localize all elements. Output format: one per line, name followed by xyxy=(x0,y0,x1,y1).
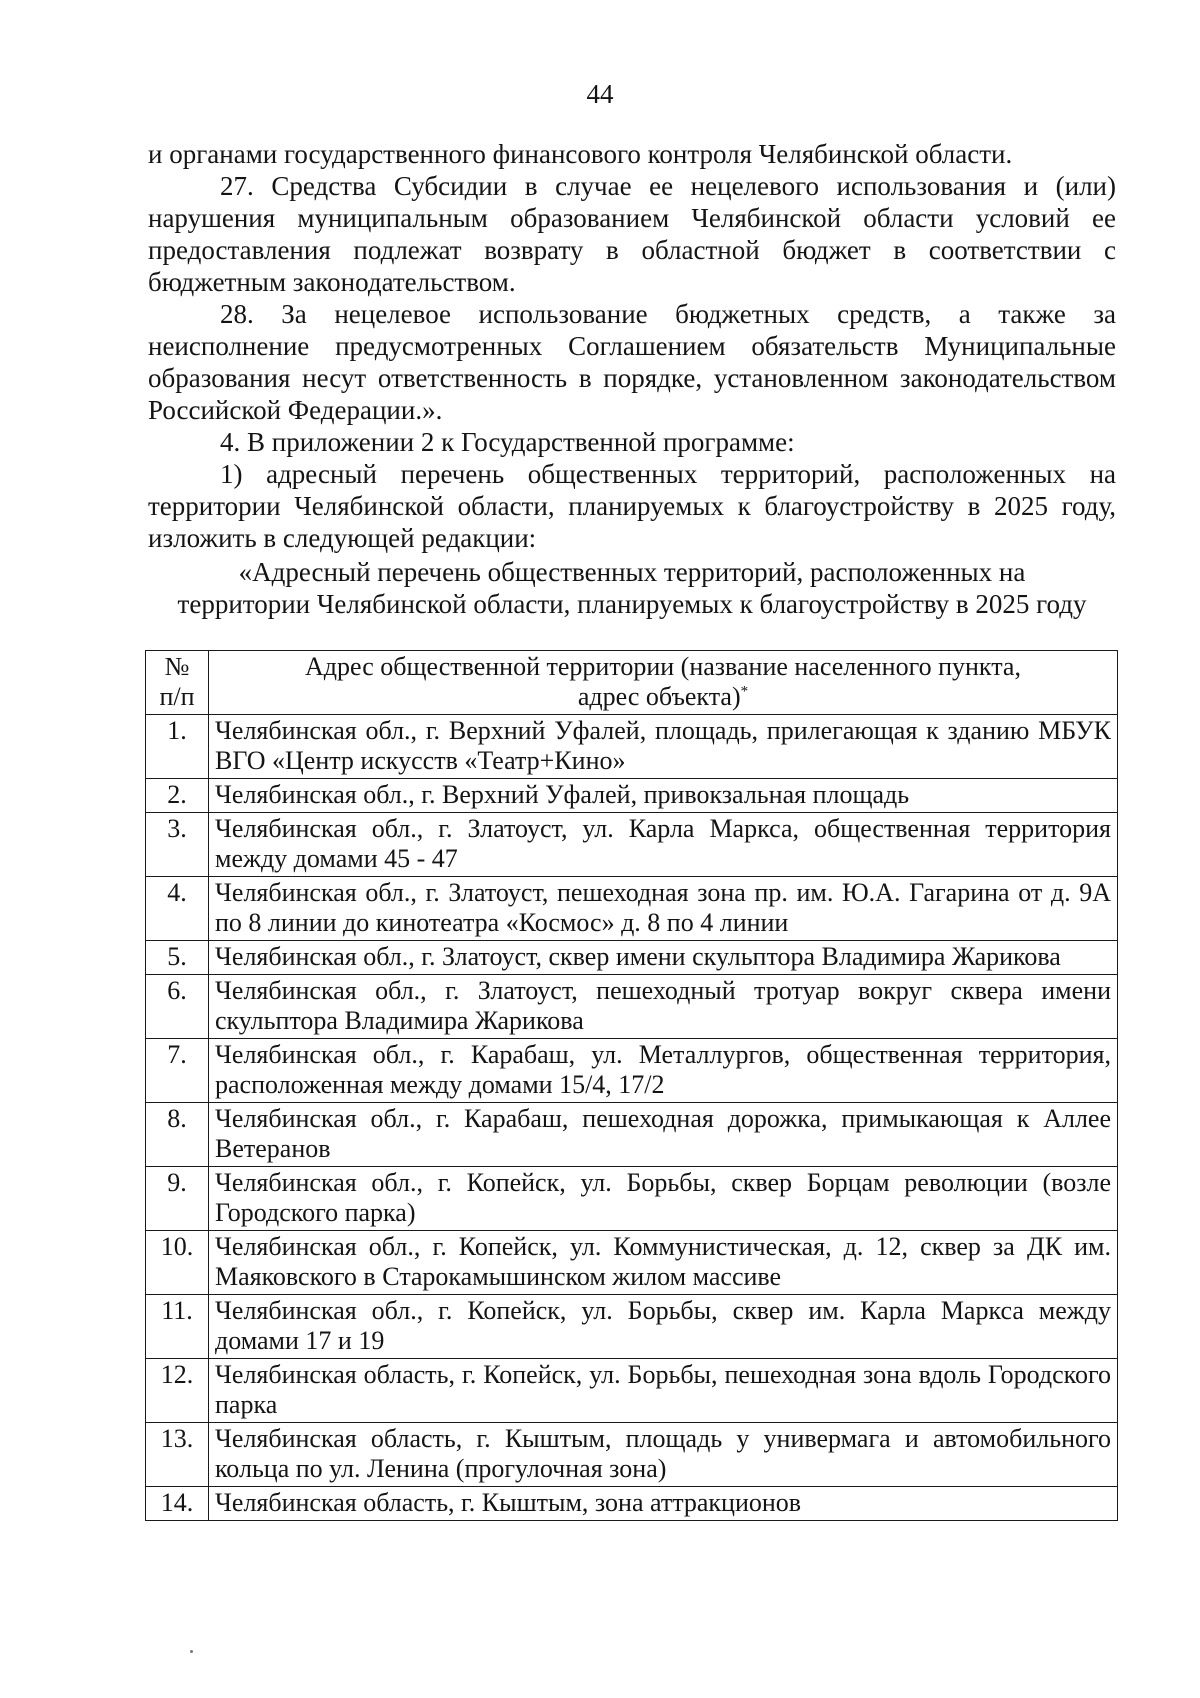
row-address: Челябинская обл., г. Копейск, ул. Борьбы, сквер Борцам революции (возле Городского парка) xyxy=(209,1167,1118,1231)
table-row xyxy=(146,1167,1118,1231)
table-row xyxy=(146,1487,1118,1521)
table-row xyxy=(146,1231,1118,1295)
table-header-row xyxy=(146,651,1118,715)
row-address: Челябинская обл., г. Златоуст, сквер имени скульптора Владимира Жарикова xyxy=(209,941,1118,975)
header-number-abbrev: п/п xyxy=(159,682,195,711)
header-number xyxy=(146,651,209,715)
table-row xyxy=(146,715,1118,779)
table-row xyxy=(146,975,1118,1039)
row-number: 11. xyxy=(146,1295,209,1359)
row-address: Челябинская обл., г. Копейск, ул. Борьбы, сквер им. Карла Маркса между домами 17 и 19 xyxy=(209,1295,1118,1359)
table-row xyxy=(146,1295,1118,1359)
header-address-line-2 xyxy=(215,682,1111,712)
address-table xyxy=(145,650,1118,1521)
row-address: Челябинская область, г. Копейск, ул. Борьбы, пешеходная зона вдоль Городского парка xyxy=(209,1359,1118,1423)
row-address: Челябинская обл., г. Златоуст, пешеходная зона пр. им. Ю.А. Гагарина от д. 9А по 8 линии до кинотеатра «Космос» д. 8 по 4 линии xyxy=(209,877,1118,941)
paragraph-subitem-1: 1) адресный перечень общественных территорий, расположенных на территории Челябинской области, планируемых к благоустройству в 2025 году, изложить в следующей редакции: xyxy=(148,459,1116,553)
row-number: 12. xyxy=(146,1359,209,1423)
table-row xyxy=(146,941,1118,975)
table-title-line-2: территории Челябинской области, планируемых к благоустройству в 2025 году xyxy=(177,589,1087,619)
table-row xyxy=(146,1039,1118,1103)
header-address-line-1: Адрес общественной территории (название населенного пункта, xyxy=(305,652,1021,681)
row-number: 9. xyxy=(146,1167,209,1231)
table-row xyxy=(146,1359,1118,1423)
header-address xyxy=(209,651,1118,715)
row-number: 7. xyxy=(146,1039,209,1103)
row-number: 3. xyxy=(146,813,209,877)
body-text xyxy=(148,138,1116,554)
row-number: 10. xyxy=(146,1231,209,1295)
row-address: Челябинская обл., г. Верхний Уфалей, площадь, прилегающая к зданию МБУК ВГО «Центр искусств «Театр+Кино» xyxy=(209,715,1118,779)
table-row xyxy=(146,779,1118,813)
row-address: Челябинская область, г. Кыштым, площадь у универмага и автомобильного кольца по ул. Ленина (прогулочная зона) xyxy=(209,1423,1118,1487)
row-address: Челябинская обл., г. Златоуст, ул. Карла Маркса, общественная территория между домами 45 - 47 xyxy=(209,813,1118,877)
paragraph-control-bodies: и органами государственного финансового контроля Челябинской области. xyxy=(148,139,1013,169)
table-body xyxy=(146,715,1118,1521)
row-number: 1. xyxy=(146,715,209,779)
row-number: 4. xyxy=(146,877,209,941)
page-number: 44 xyxy=(586,79,614,109)
row-address: Челябинская обл., г. Карабаш, ул. Металлургов, общественная территория, расположенная между домами 15/4, 17/2 xyxy=(209,1039,1118,1103)
row-number: 5. xyxy=(146,941,209,975)
header-address-text: адрес объекта) xyxy=(577,682,741,711)
row-address: Челябинская обл., г. Копейск, ул. Коммунистическая, д. 12, сквер за ДК им. Маяковского в Старокамышинском жилом массиве xyxy=(209,1231,1118,1295)
row-number: 8. xyxy=(146,1103,209,1167)
row-address: Челябинская обл., г. Карабаш, пешеходная дорожка, примыкающая к Аллее Ветеранов xyxy=(209,1103,1118,1167)
header-number-symbol: № xyxy=(164,652,190,681)
footnote-mark: * xyxy=(740,683,749,700)
scan-speck xyxy=(190,1650,193,1653)
paragraph-28: 28. За нецелевое использование бюджетных средств, а также за неисполнение предусмотренных Соглашением обязательств Муниципальные образования несут ответственность в порядке, установленном законодательством Российской Федерации.». xyxy=(148,299,1116,425)
row-number: 13. xyxy=(146,1423,209,1487)
table-row xyxy=(146,1423,1118,1487)
row-number: 14. xyxy=(146,1487,209,1521)
row-address: Челябинская обл., г. Златоуст, пешеходный тротуар вокруг сквера имени скульптора Владимира Жарикова xyxy=(209,975,1118,1039)
table-title xyxy=(148,556,1116,620)
table-title-line-1: «Адресный перечень общественных территорий, расположенных на xyxy=(238,557,1026,587)
row-address: Челябинская область, г. Кыштым, зона аттракционов xyxy=(209,1487,1118,1521)
row-address: Челябинская обл., г. Верхний Уфалей, привокзальная площадь xyxy=(209,779,1118,813)
table-row xyxy=(146,877,1118,941)
table-row xyxy=(146,1103,1118,1167)
paragraph-item-4: 4. В приложении 2 к Государственной программе: xyxy=(220,427,795,457)
paragraph-27: 27. Средства Субсидии в случае ее нецелевого использования и (или) нарушения муниципальным образованием Челябинской области условий ее предоставления подлежат возврату в областной бюджет в соответствии с бюджетным законодательством. xyxy=(148,171,1116,297)
row-number: 6. xyxy=(146,975,209,1039)
row-number: 2. xyxy=(146,779,209,813)
table-row xyxy=(146,813,1118,877)
